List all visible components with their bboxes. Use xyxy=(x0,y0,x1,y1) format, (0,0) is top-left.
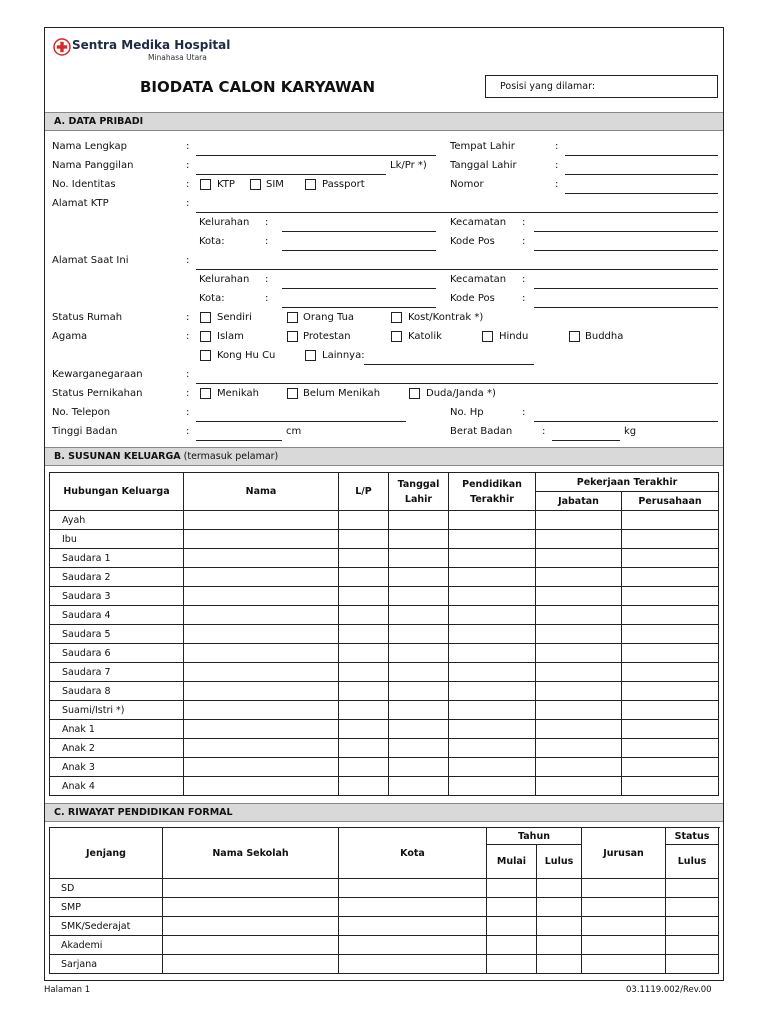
protestan-checkbox[interactable] xyxy=(287,331,298,342)
kewarganegaraan-field[interactable] xyxy=(196,383,718,384)
table-row xyxy=(50,530,719,549)
konghucu-label: Kong Hu Cu xyxy=(217,350,276,361)
family-cell[interactable] xyxy=(389,758,449,777)
label-kecamatan: Kecamatan xyxy=(450,274,507,285)
table-row xyxy=(50,777,719,796)
family-cell[interactable] xyxy=(622,701,719,720)
family-cell[interactable] xyxy=(339,663,389,682)
label-status-rumah: Status Rumah xyxy=(52,312,123,323)
education-cell[interactable] xyxy=(582,955,666,974)
family-cell[interactable] xyxy=(536,587,622,606)
family-table xyxy=(49,472,719,796)
family-cell[interactable] xyxy=(339,739,389,758)
section-b-header xyxy=(45,447,723,466)
education-cell[interactable] xyxy=(163,898,339,917)
colon: : xyxy=(522,236,526,247)
hindu-checkbox[interactable] xyxy=(482,331,493,342)
family-cell[interactable] xyxy=(622,682,719,701)
hospital-subtitle: Minahasa Utara xyxy=(148,53,207,62)
lainnya-field[interactable] xyxy=(364,364,534,365)
family-relation: Saudara 7 xyxy=(50,663,184,682)
family-relation: Saudara 2 xyxy=(50,568,184,587)
header-nama: Nama xyxy=(184,473,339,511)
kode-pos-now-field[interactable] xyxy=(534,307,718,308)
belum-menikah-checkbox[interactable] xyxy=(287,388,298,399)
table-row xyxy=(50,663,719,682)
family-relation: Suami/Istri *) xyxy=(50,701,184,720)
header-tahun: Tahun xyxy=(487,828,582,845)
family-cell[interactable] xyxy=(339,606,389,625)
education-table-body xyxy=(50,879,719,974)
label-no-telepon: No. Telepon xyxy=(52,407,111,418)
family-cell[interactable] xyxy=(449,777,536,796)
no-hp-field[interactable] xyxy=(534,421,718,422)
family-cell[interactable] xyxy=(622,777,719,796)
family-cell[interactable] xyxy=(536,530,622,549)
colon: : xyxy=(186,331,190,342)
sendiri-label: Sendiri xyxy=(217,312,252,323)
family-cell[interactable] xyxy=(449,758,536,777)
label-kecamatan: Kecamatan xyxy=(450,217,507,228)
belum-menikah-label: Belum Menikah xyxy=(303,388,381,399)
colon: : xyxy=(186,255,190,266)
nama-panggilan-field[interactable] xyxy=(196,174,386,175)
education-cell[interactable] xyxy=(339,898,487,917)
passport-checkbox[interactable] xyxy=(305,179,316,190)
family-cell[interactable] xyxy=(339,758,389,777)
tinggi-badan-field[interactable] xyxy=(196,440,282,441)
header-nama-sekolah: Nama Sekolah xyxy=(163,828,339,879)
table-row xyxy=(50,936,719,955)
label-kota: Kota: xyxy=(199,293,225,304)
family-relation: Saudara 6 xyxy=(50,644,184,663)
education-cell[interactable] xyxy=(537,879,582,898)
family-cell[interactable] xyxy=(536,758,622,777)
colon: : xyxy=(522,407,526,418)
family-cell[interactable] xyxy=(536,720,622,739)
label-nama-panggilan: Nama Panggilan xyxy=(52,160,134,171)
family-cell[interactable] xyxy=(184,606,339,625)
family-cell[interactable] xyxy=(339,587,389,606)
family-cell[interactable] xyxy=(389,701,449,720)
colon: : xyxy=(555,141,559,152)
colon: : xyxy=(186,141,190,152)
kota-ktp-field[interactable] xyxy=(282,250,436,251)
education-cell[interactable] xyxy=(666,898,719,917)
form-title: BIODATA CALON KARYAWAN xyxy=(140,78,376,96)
sim-label: SIM xyxy=(266,179,284,190)
label-alamat-ktp: Alamat KTP xyxy=(52,198,109,209)
family-cell[interactable] xyxy=(389,720,449,739)
table-row xyxy=(50,879,719,898)
family-cell[interactable] xyxy=(622,720,719,739)
family-relation: Saudara 8 xyxy=(50,682,184,701)
education-table xyxy=(49,827,719,974)
colon: : xyxy=(522,293,526,304)
duda-janda-checkbox[interactable] xyxy=(409,388,420,399)
konghucu-checkbox[interactable] xyxy=(200,350,211,361)
table-row xyxy=(50,701,719,720)
menikah-label: Menikah xyxy=(217,388,259,399)
label-kewarganegaraan: Kewarganegaraan xyxy=(52,369,143,380)
label-no-identitas: No. Identitas xyxy=(52,179,116,190)
kelurahan-now-field[interactable] xyxy=(282,288,436,289)
label-agama: Agama xyxy=(52,331,88,342)
family-cell[interactable] xyxy=(339,720,389,739)
education-cell[interactable] xyxy=(537,936,582,955)
label-nama-lengkap: Nama Lengkap xyxy=(52,141,127,152)
family-cell[interactable] xyxy=(339,701,389,720)
family-cell[interactable] xyxy=(449,720,536,739)
nama-lengkap-field[interactable] xyxy=(196,155,436,156)
family-relation: Anak 1 xyxy=(50,720,184,739)
table-row xyxy=(50,720,719,739)
family-cell[interactable] xyxy=(536,511,622,530)
family-cell[interactable] xyxy=(389,777,449,796)
family-cell[interactable] xyxy=(389,587,449,606)
colon: : xyxy=(186,426,190,437)
family-cell[interactable] xyxy=(389,530,449,549)
document-code: 03.1119.002/Rev.00 xyxy=(626,985,712,995)
education-level: SMK/Sederajat xyxy=(50,917,163,936)
ktp-label: KTP xyxy=(217,179,235,190)
table-row xyxy=(50,511,719,530)
family-cell[interactable] xyxy=(389,625,449,644)
table-row xyxy=(50,758,719,777)
kecamatan-now-field[interactable] xyxy=(534,288,718,289)
colon: : xyxy=(186,198,190,209)
family-cell[interactable] xyxy=(622,739,719,758)
family-cell[interactable] xyxy=(389,606,449,625)
family-cell[interactable] xyxy=(389,568,449,587)
colon: : xyxy=(186,160,190,171)
page-number: Halaman 1 xyxy=(44,985,91,995)
label-berat-badan: Berat Badan xyxy=(450,426,513,437)
lkpr-label: Lk/Pr *) xyxy=(390,160,427,171)
kelurahan-ktp-field[interactable] xyxy=(282,231,436,232)
table-row xyxy=(50,568,719,587)
education-cell[interactable] xyxy=(666,917,719,936)
hospital-name: Sentra Medika Hospital xyxy=(72,38,231,52)
family-relation: Saudara 1 xyxy=(50,549,184,568)
no-telepon-field[interactable] xyxy=(196,421,406,422)
education-cell[interactable] xyxy=(537,898,582,917)
lainnya-label: Lainnya: xyxy=(322,350,365,361)
tanggal-lahir-field[interactable] xyxy=(565,174,718,175)
buddha-label: Buddha xyxy=(585,331,624,342)
family-cell[interactable] xyxy=(622,511,719,530)
passport-label: Passport xyxy=(322,179,365,190)
header-jenjang: Jenjang xyxy=(50,828,163,879)
family-relation: Saudara 5 xyxy=(50,625,184,644)
family-cell[interactable] xyxy=(536,682,622,701)
family-cell[interactable] xyxy=(339,625,389,644)
family-cell[interactable] xyxy=(536,606,622,625)
family-cell[interactable] xyxy=(389,682,449,701)
family-cell[interactable] xyxy=(622,663,719,682)
label-kode-pos: Kode Pos xyxy=(450,236,495,247)
education-cell[interactable] xyxy=(163,879,339,898)
education-cell[interactable] xyxy=(163,936,339,955)
colon: : xyxy=(522,217,526,228)
family-cell[interactable] xyxy=(449,568,536,587)
family-cell[interactable] xyxy=(389,644,449,663)
colon: : xyxy=(186,369,190,380)
header-jurusan: Jurusan xyxy=(582,828,666,879)
family-cell[interactable] xyxy=(536,739,622,758)
colon: : xyxy=(555,179,559,190)
family-cell[interactable] xyxy=(536,568,622,587)
label-nomor: Nomor xyxy=(450,179,484,190)
label-kelurahan: Kelurahan xyxy=(199,274,250,285)
family-cell[interactable] xyxy=(449,511,536,530)
family-cell[interactable] xyxy=(339,530,389,549)
colon: : xyxy=(522,274,526,285)
header-status: Status xyxy=(666,828,719,845)
family-cell[interactable] xyxy=(622,549,719,568)
family-cell[interactable] xyxy=(449,625,536,644)
family-cell[interactable] xyxy=(449,644,536,663)
islam-checkbox[interactable] xyxy=(200,331,211,342)
education-cell[interactable] xyxy=(487,879,537,898)
katolik-checkbox[interactable] xyxy=(391,331,402,342)
section-a-header: A. DATA PRIBADI xyxy=(45,112,723,131)
orang-tua-label: Orang Tua xyxy=(303,312,355,323)
alamat-saat-ini-field[interactable] xyxy=(196,269,718,270)
education-cell[interactable] xyxy=(487,917,537,936)
education-cell[interactable] xyxy=(666,936,719,955)
family-cell[interactable] xyxy=(536,549,622,568)
sim-checkbox[interactable] xyxy=(250,179,261,190)
family-relation: Anak 3 xyxy=(50,758,184,777)
family-cell[interactable] xyxy=(622,568,719,587)
cm-unit: cm xyxy=(286,426,302,437)
family-cell[interactable] xyxy=(184,701,339,720)
family-cell[interactable] xyxy=(536,625,622,644)
family-cell[interactable] xyxy=(622,587,719,606)
header-perusahaan: Perusahaan xyxy=(622,492,719,511)
education-cell[interactable] xyxy=(666,955,719,974)
family-cell[interactable] xyxy=(184,568,339,587)
kost-label: Kost/Kontrak *) xyxy=(408,312,484,323)
family-cell[interactable] xyxy=(389,549,449,568)
family-cell[interactable] xyxy=(184,739,339,758)
education-level: SMP xyxy=(50,898,163,917)
kg-unit: kg xyxy=(624,426,637,437)
section-b-title: B. SUSUNAN KELUARGA xyxy=(54,451,181,462)
family-cell[interactable] xyxy=(449,606,536,625)
education-cell[interactable] xyxy=(163,917,339,936)
family-relation: Saudara 4 xyxy=(50,606,184,625)
header-tanggal-lahir: Tanggal Lahir xyxy=(389,473,449,511)
family-cell[interactable] xyxy=(339,568,389,587)
education-cell[interactable] xyxy=(487,898,537,917)
education-cell[interactable] xyxy=(487,955,537,974)
family-cell[interactable] xyxy=(389,663,449,682)
header-lulus: Lulus xyxy=(537,845,582,879)
header-status-lulus: Lulus xyxy=(666,845,719,879)
header-jabatan: Jabatan xyxy=(536,492,622,511)
table-row xyxy=(50,625,719,644)
family-cell[interactable] xyxy=(622,625,719,644)
family-cell[interactable] xyxy=(184,720,339,739)
table-row xyxy=(50,549,719,568)
kota-now-field[interactable] xyxy=(282,307,436,308)
hospital-logo-icon xyxy=(53,38,71,56)
colon: : xyxy=(186,388,190,399)
berat-badan-field[interactable] xyxy=(552,440,620,441)
family-cell[interactable] xyxy=(184,758,339,777)
education-cell[interactable] xyxy=(339,936,487,955)
sendiri-checkbox[interactable] xyxy=(200,312,211,323)
family-relation: Ibu xyxy=(50,530,184,549)
family-relation: Anak 4 xyxy=(50,777,184,796)
table-row xyxy=(50,644,719,663)
colon: : xyxy=(265,274,269,285)
label-kode-pos: Kode Pos xyxy=(450,293,495,304)
header-kota: Kota xyxy=(339,828,487,879)
header-pendidikan: Pendidikan Terakhir xyxy=(449,473,536,511)
katolik-label: Katolik xyxy=(408,331,442,342)
family-cell[interactable] xyxy=(622,530,719,549)
family-cell[interactable] xyxy=(184,682,339,701)
colon: : xyxy=(186,407,190,418)
family-cell[interactable] xyxy=(184,625,339,644)
label-tanggal-lahir: Tanggal Lahir xyxy=(450,160,517,171)
colon: : xyxy=(186,312,190,323)
family-cell[interactable] xyxy=(339,644,389,663)
label-kelurahan: Kelurahan xyxy=(199,217,250,228)
orang-tua-checkbox[interactable] xyxy=(287,312,298,323)
colon: : xyxy=(265,293,269,304)
kost-checkbox[interactable] xyxy=(391,312,402,323)
education-cell[interactable] xyxy=(537,917,582,936)
label-kota: Kota: xyxy=(199,236,225,247)
education-cell[interactable] xyxy=(537,955,582,974)
education-cell[interactable] xyxy=(339,955,487,974)
family-cell[interactable] xyxy=(449,587,536,606)
table-row xyxy=(50,606,719,625)
family-relation: Anak 2 xyxy=(50,739,184,758)
family-cell[interactable] xyxy=(184,587,339,606)
family-cell[interactable] xyxy=(184,777,339,796)
family-cell[interactable] xyxy=(184,511,339,530)
family-relation: Ayah xyxy=(50,511,184,530)
table-row xyxy=(50,955,719,974)
family-cell[interactable] xyxy=(184,530,339,549)
protestan-label: Protestan xyxy=(303,331,351,342)
colon: : xyxy=(542,426,546,437)
family-cell[interactable] xyxy=(622,644,719,663)
colon: : xyxy=(186,179,190,190)
colon: : xyxy=(265,236,269,247)
table-row xyxy=(50,739,719,758)
family-cell[interactable] xyxy=(622,606,719,625)
family-cell[interactable] xyxy=(339,682,389,701)
education-level: SD xyxy=(50,879,163,898)
family-relation: Saudara 3 xyxy=(50,587,184,606)
education-cell[interactable] xyxy=(582,879,666,898)
buddha-checkbox[interactable] xyxy=(569,331,580,342)
section-c-header: C. RIWAYAT PENDIDIKAN FORMAL xyxy=(45,803,723,822)
kecamatan-ktp-field[interactable] xyxy=(534,231,718,232)
position-box[interactable] xyxy=(485,75,718,98)
duda-janda-label: Duda/Janda *) xyxy=(426,388,496,399)
family-cell[interactable] xyxy=(339,777,389,796)
table-row xyxy=(50,682,719,701)
tempat-lahir-field[interactable] xyxy=(565,155,718,156)
label-no-hp: No. Hp xyxy=(450,407,484,418)
family-cell[interactable] xyxy=(339,511,389,530)
family-cell[interactable] xyxy=(449,682,536,701)
education-level: Akademi xyxy=(50,936,163,955)
family-cell[interactable] xyxy=(449,530,536,549)
header-mulai: Mulai xyxy=(487,845,537,879)
family-cell[interactable] xyxy=(449,663,536,682)
family-cell[interactable] xyxy=(536,644,622,663)
education-cell[interactable] xyxy=(339,917,487,936)
family-table-body xyxy=(50,511,719,796)
education-cell[interactable] xyxy=(339,879,487,898)
education-level: Sarjana xyxy=(50,955,163,974)
education-cell[interactable] xyxy=(582,936,666,955)
kode-pos-ktp-field[interactable] xyxy=(534,250,718,251)
label-alamat-saat-ini: Alamat Saat Ini xyxy=(52,255,129,266)
label-tinggi-badan: Tinggi Badan xyxy=(52,426,118,437)
header-hubungan: Hubungan Keluarga xyxy=(50,473,184,511)
family-cell[interactable] xyxy=(389,739,449,758)
ktp-checkbox[interactable] xyxy=(200,179,211,190)
colon: : xyxy=(555,160,559,171)
education-cell[interactable] xyxy=(666,879,719,898)
family-cell[interactable] xyxy=(184,549,339,568)
family-cell[interactable] xyxy=(389,511,449,530)
header-lp: L/P xyxy=(339,473,389,511)
hindu-label: Hindu xyxy=(499,331,529,342)
family-cell[interactable] xyxy=(339,549,389,568)
header-pekerjaan: Pekerjaan Terakhir xyxy=(536,473,719,492)
family-cell[interactable] xyxy=(622,758,719,777)
nomor-field[interactable] xyxy=(565,193,718,194)
family-cell[interactable] xyxy=(184,663,339,682)
table-row xyxy=(50,917,719,936)
education-cell[interactable] xyxy=(582,917,666,936)
section-b-suffix: (termasuk pelamar) xyxy=(180,451,279,462)
education-cell[interactable] xyxy=(582,898,666,917)
family-cell[interactable] xyxy=(536,701,622,720)
lainnya-checkbox[interactable] xyxy=(305,350,316,361)
label-tempat-lahir: Tempat Lahir xyxy=(450,141,515,152)
position-label: Posisi yang dilamar: xyxy=(500,81,596,92)
family-cell[interactable] xyxy=(449,549,536,568)
label-status-pernikahan: Status Pernikahan xyxy=(52,388,143,399)
education-cell[interactable] xyxy=(163,955,339,974)
family-cell[interactable] xyxy=(536,663,622,682)
colon: : xyxy=(265,217,269,228)
family-cell[interactable] xyxy=(184,644,339,663)
family-cell[interactable] xyxy=(449,739,536,758)
education-cell[interactable] xyxy=(487,936,537,955)
family-cell[interactable] xyxy=(536,777,622,796)
table-row xyxy=(50,898,719,917)
islam-label: Islam xyxy=(217,331,244,342)
menikah-checkbox[interactable] xyxy=(200,388,211,399)
table-row xyxy=(50,587,719,606)
alamat-ktp-field[interactable] xyxy=(196,212,718,213)
family-cell[interactable] xyxy=(449,701,536,720)
